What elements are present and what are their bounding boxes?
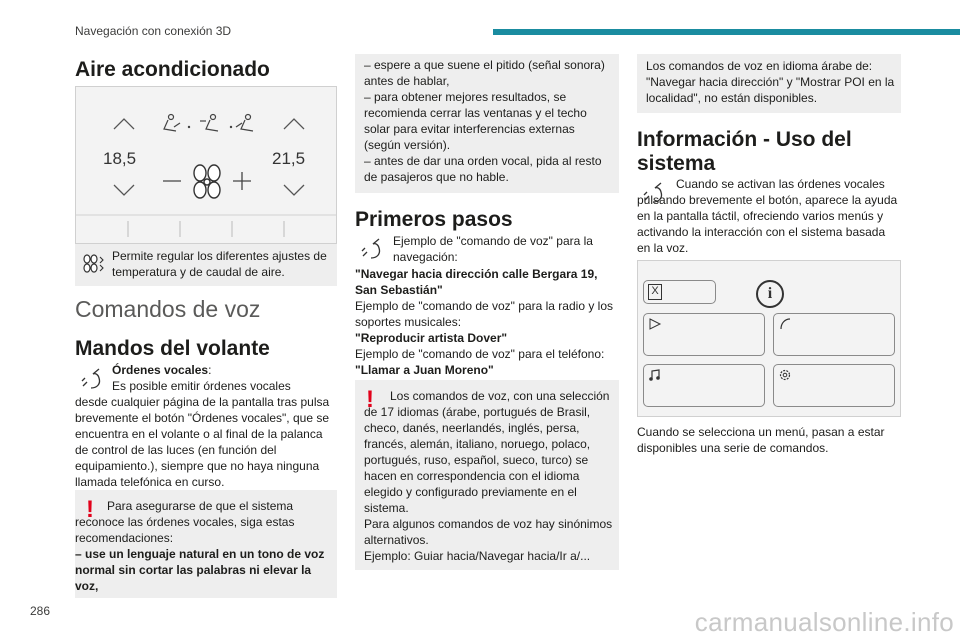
temp-right-value: 21,5 (272, 149, 306, 168)
phone-menu-button[interactable] (773, 313, 895, 356)
menu-selection-text: Cuando se selecciona un menú, pasan a estar disponibles una serie de comandos. (637, 425, 885, 455)
voice-command-icon (75, 364, 109, 396)
language-warning (364, 388, 614, 564)
temp-left-value: 18,5 (103, 149, 137, 168)
header-accent-bar (493, 29, 960, 35)
warning-icon: ! (86, 496, 94, 523)
voice-orders-first-lines (112, 362, 334, 394)
warning-icon: ! (366, 386, 374, 413)
info-icon[interactable]: i (756, 280, 784, 308)
examples-block (355, 266, 617, 378)
language-synonyms: Para algunos comandos de voz hay sinónimos alternativos. (364, 517, 613, 547)
ac-heading: Aire acondicionado (75, 58, 270, 81)
language-example: Ejemplo: Guiar hacia/Navegar hacia/Ir a/... (364, 549, 591, 563)
watermark: carmanualsonline.info (694, 607, 954, 637)
voice-orders-colon: : (208, 363, 212, 377)
navigation-menu-button[interactable] (643, 313, 765, 356)
example-radio-intro: Ejemplo de "comando de voz" para la radio y los soportes musicales: (355, 299, 613, 329)
example-phone-command: "Llamar a Juan Moreno" (355, 363, 494, 377)
voice-orders-paragraph: desde cualquier página de la pantalla tras pulsa brevemente el botón "Órdenes vocales", que se encuentra en el volante o al final de la palanca de control de las luces (en función del equipamiento.), siempre que no haya ninguna llamada telefónica en curso. (75, 395, 330, 489)
note-continuation: – espere a que suene el pitido (señal sonora) antes de hablar, – para obtener mejores resultados, se recomienda cerrar las ventanas y el techo solar para evitar interferencias externas (según versión). – antes de dar una orden vocal, pida al resto de pasajeros que no hable. (364, 58, 605, 184)
info-heading-line1: Información - Uso del (637, 128, 852, 151)
example-radio-command: "Reproducir artista Dover" (355, 331, 508, 345)
recommendation-note-text: Para asegurarse de que el sistema reconoce las órdenes vocales, siga estas recomendaciones: (75, 499, 295, 545)
voice-help-screen (637, 260, 901, 417)
example-phone-intro: Ejemplo de "comando de voz" para el teléfono: (355, 347, 605, 361)
example-nav-intro: Ejemplo de "comando de voz" para la navegación: (393, 234, 593, 264)
arabic-note: Los comandos de voz en idioma árabe de: "Navegar hacia dirección" y "Mostrar POI en la localidad", no están disponibles. (646, 59, 895, 105)
navigation-icon (648, 317, 662, 331)
voice-orders-line1: Es posible emitir órdenes vocales (112, 379, 291, 393)
recommendation-note-bold: – use un lenguaje natural en un tono de voz normal sin cortar las palabras ni elevar la voz, (75, 547, 325, 593)
recommendation-note (75, 498, 329, 594)
running-header: Navegación con conexión 3D (75, 24, 232, 38)
ac-description: Permite regular los diferentes ajustes de temperatura y de caudal de aire. (112, 249, 327, 279)
first-steps-heading: Primeros pasos (355, 208, 513, 231)
voice-commands-heading: Comandos de voz (75, 296, 261, 322)
voice-command-icon (355, 234, 389, 266)
fan-icon (75, 248, 109, 280)
voice-orders-title: Órdenes vocales (112, 363, 209, 377)
example-nav-command: "Navegar hacia dirección calle Bergara 19, San Sebastián" (355, 267, 598, 297)
ac-control-panel (75, 86, 337, 244)
steering-wheel-heading: Mandos del volante (75, 337, 270, 360)
music-icon (648, 368, 662, 382)
settings-icon (778, 368, 792, 382)
close-button[interactable] (643, 280, 716, 304)
info-heading-line2: sistema (637, 152, 716, 175)
music-menu-button[interactable] (643, 364, 765, 407)
language-warning-text: Los comandos de voz, con una selección de 17 idiomas (árabe, portugués de Brasil, checo, danés, neerlandés, inglés, persa, francés, alemán, italiano, noruego, polaco, portugués, ruso, español, sueco, turco) se hacen en correspondencia con el idioma elegido y configurado previamente en el sistema. (364, 389, 610, 515)
close-icon: X (648, 284, 662, 300)
info-usage-text: Cuando se activan las órdenes vocales pulsando brevemente el botón, aparece la ayuda en la pantalla táctil, ofreciendo varios menús y activando la interacción con el sistema basada en la voz. (637, 177, 898, 255)
phone-icon (778, 317, 792, 331)
settings-menu-button[interactable] (773, 364, 895, 407)
page-number: 286 (30, 604, 51, 618)
